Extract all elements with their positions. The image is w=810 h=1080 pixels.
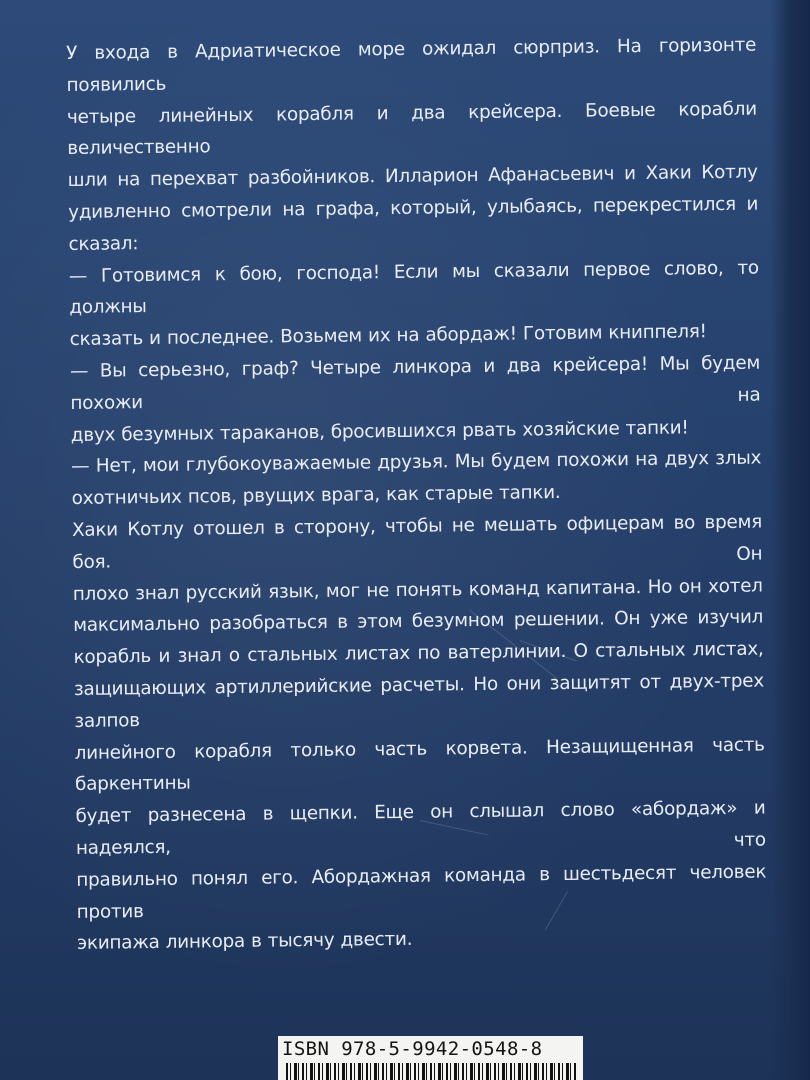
blurb-line: максимально разобраться в этом безумном решении. Он уже изучил (73, 606, 764, 637)
blurb-line: правильно понял его. Абордажная команда в шестьдесят человек против (76, 861, 767, 923)
blurb-line: Хаки Котлу отошел в сторону, чтобы не мешать офицерам во время боя. Он (71, 511, 763, 573)
cover-edge-shadow (770, 0, 810, 1080)
blurb-line: сказать и последнее. Возьмем их на абордаж! Готовим книппеля! (69, 321, 707, 351)
isbn-barcode-label (278, 1036, 583, 1080)
barcode-icon (286, 1063, 576, 1080)
blurb-line: У входа в Адриатическое море ожидал сюрприз. На горизонте появились (66, 34, 757, 96)
blurb-line: — Готовимся к бою, господа! Если мы сказали первое слово, то должны (68, 257, 759, 319)
isbn-number: ISBN 978-5-9942-0548-8 (282, 1038, 543, 1060)
blurb-line: — Нет, мои глубокоуважаемые друзья. Мы будем похожи на двух злых (71, 447, 762, 478)
blurb-line: защищающих артиллерийские расчеты. Но они защитят от двух-трех залпов (73, 670, 765, 732)
blurb-line: четыре линейных корабля и два крейсера. Боевые корабли величественно (66, 98, 758, 160)
blurb-line: шли на перехват разбойников. Илларион Афанасьевич и Хаки Котлу (67, 161, 758, 192)
blurb-line: плохо знал русский язык, мог не понять команд капитана. Но он хотел (72, 575, 763, 605)
blurb-line: удивленно смотрели на графа, который, улыбаясь, перекрестился и сказал: (68, 193, 759, 255)
blurb-line: экипажа линкора в тысячу двести. (76, 929, 413, 955)
blurb-line: двух безумных тараканов, бросившихся рвать хозяйские тапки! (70, 416, 689, 446)
blurb-text (66, 30, 767, 960)
blurb-line: будет разнесена в щепки. Еще он слышал слово «абордаж» и надеялся, что (75, 797, 766, 859)
blurb-line: охотничьих псов, рвущих врага, как старые тапки. (71, 482, 561, 510)
blurb-line: линейного корабля только часть корвета. Незащищенная часть баркентины (74, 734, 765, 796)
blurb-line: корабль и знал о стальных листах по ватерлинии. О стальных листах, (73, 638, 764, 669)
blurb-line: — Вы серьезно, граф? Четыре линкора и два крейсера! Мы будем похожи на (69, 352, 761, 414)
